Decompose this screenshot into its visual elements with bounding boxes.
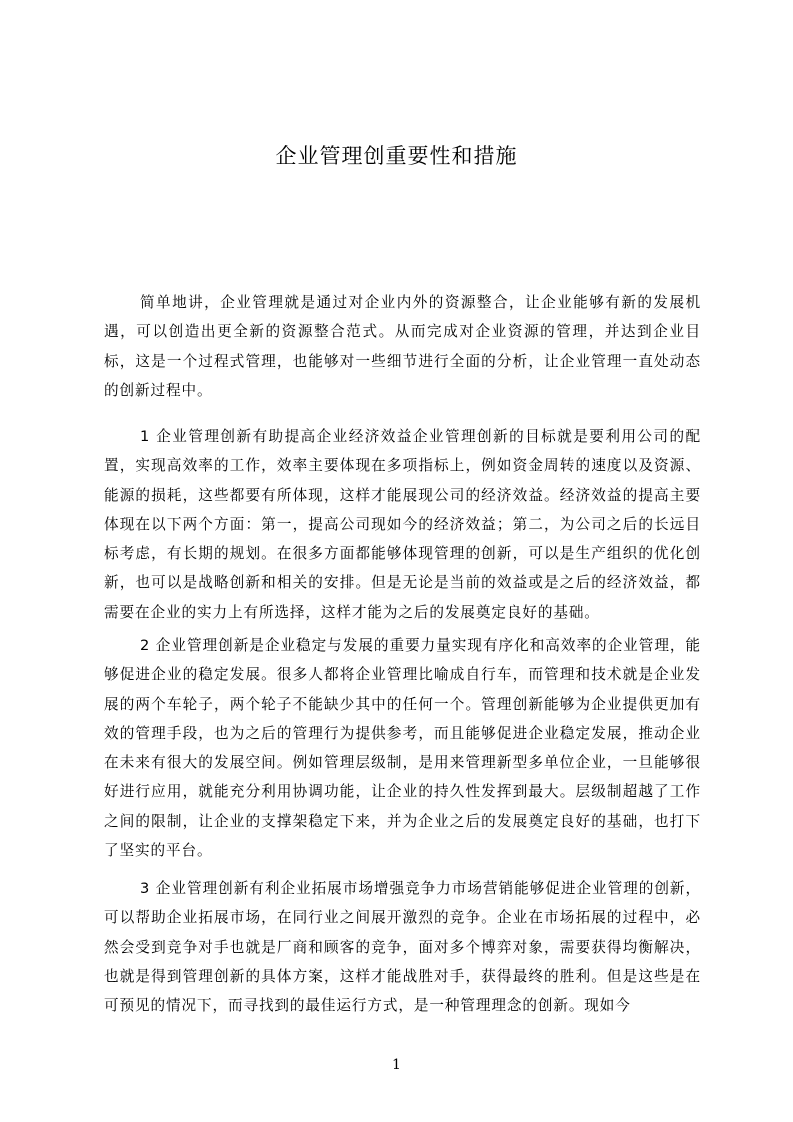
paragraph-intro: 简单地讲，企业管理就是通过对企业内外的资源整合，让企业能够有新的发展机遇，可以创造出更全新的资源整合范式。从而完成对企业资源的管理，并达到企业目标，这是一个过程式管理，也能够对一些细节进行全面的分析，让企业管理一直处动态的创新过程中。 [104, 294, 701, 399]
document-title: 企业管理创重要性和措施 [275, 144, 518, 168]
paragraph-stability-development: 2 企业管理创新是企业稳定与发展的重要力量实现有序化和高效率的企业管理，能够促进企业的稳定发展。很多人都将企业管理比喻成自行车，而管理和技术就是企业发展的两个车轮子，两个轮子不能缺少其中的任何一个。管理创新能够为企业提供更加有效的管理手段，也为之后的管理行为提供参考，而且能够促进企业稳定发展，推动企业在未来有很大的发展空间。例如管理层级制，是用来管理新型多单位企业，一旦能够很好进行应用，就能充分利用协调功能，让企业的持久性发挥到最大。层级制超越了工作之间的限制，让企业的支撑架稳定下来，并为企业之后的发展奠定良好的基础，也打下了坚实的平台。 [104, 637, 701, 860]
paragraph-economic-benefit: 1 企业管理创新有助提高企业经济效益企业管理创新的目标就是要利用公司的配置，实现高效率的工作，效率主要体现在多项指标上，例如资金周转的速度以及资源、能源的损耗，这些都要有所体现，这样才能展现公司的经济效益。经济效益的提高主要体现在以下两个方面：第一，提高公司现如今的经济效益；第二，为公司之后的长远目标考虑，有长期的规划。在很多方面都能够体现管理的创新，可以是生产组织的优化创新，也可以是战略创新和相关的安排。但是无论是当前的效益或是之后的经济效益，都需要在企业的实力上有所选择，这样才能为之后的发展奠定良好的基础。 [104, 428, 701, 621]
page-number: 1 [392, 1057, 401, 1073]
paragraph-market-expansion: 3 企业管理创新有利企业拓展市场增强竞争力市场营销能够促进企业管理的创新，可以帮助企业拓展市场，在同行业之间展开激烈的竞争。企业在市场拓展的过程中，必然会受到竞争对手也就是厂商和顾客的竞争，面对多个博弈对象，需要获得均衡解决，也就是得到管理创新的具体方案，这样才能战胜对手，获得最终的胜利。但是这些是在可预见的情况下，而寻找到的最佳运行方式，是一种管理理念的创新。现如今 [104, 880, 701, 1015]
